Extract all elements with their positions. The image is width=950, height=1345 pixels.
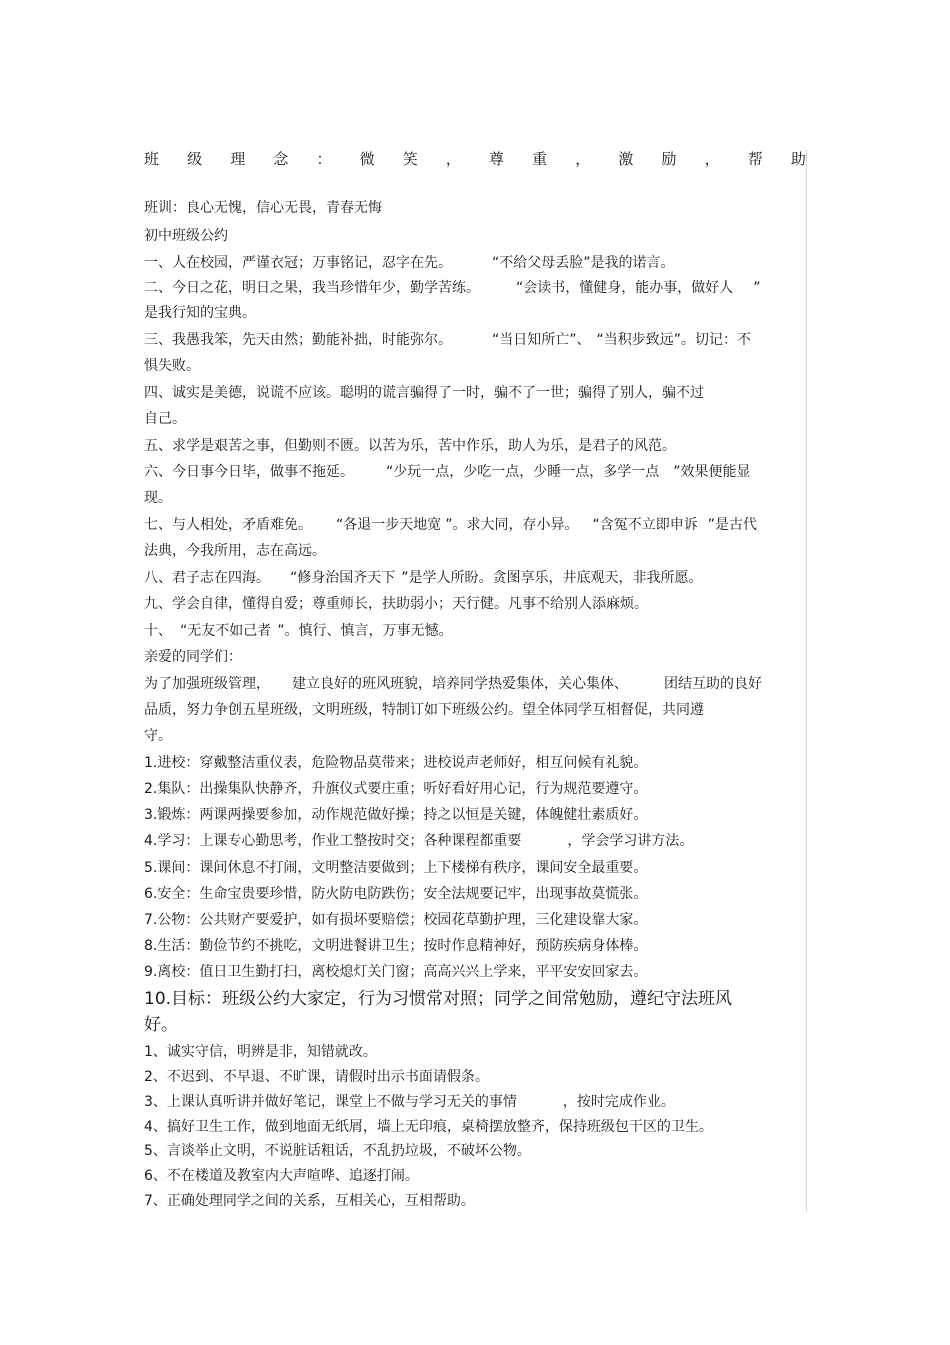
text-segment: 5、言谈举止文明，不说脏话粗话，不乱扔垃圾，不破坏公物。 [144, 1143, 531, 1159]
text-segment: ，按时完成作业。 [562, 1094, 675, 1110]
text-segment: 惧失败。 [144, 358, 200, 374]
motto-char: ： [316, 150, 332, 168]
text-segment: 品质，努力争创五星班级，文明班级，特制订如下班级公约。望全体同学互相督促，共同遵 [144, 702, 704, 718]
rule-list-item-3 [144, 1093, 675, 1111]
text-segment: 4、搞好卫生工作，做到地面无纸屑，墙上无印痕，桌椅摆放整齐，保持班级包干区的卫生。 [144, 1119, 713, 1135]
rule-item-3-cont [144, 357, 200, 375]
text-segment: 八、君子志在四海。 [144, 570, 270, 586]
text-segment: “修身治国齐天下 [290, 570, 396, 586]
motto-char: 助 [790, 150, 806, 168]
motto-char: 理 [230, 150, 246, 168]
convention-title [144, 227, 228, 245]
text-segment: “当日知所亡”、 [492, 332, 591, 348]
intro-paragraph-line-1 [144, 675, 762, 693]
rule-item-7-cont [144, 542, 326, 560]
text-segment: 初中班级公约 [144, 228, 228, 244]
motto-char: ， [445, 150, 461, 168]
rule-list-item-4 [144, 1118, 713, 1136]
text-segment: ”是古代 [707, 517, 758, 533]
rule-item-4 [144, 384, 704, 402]
code-item-10-cont [144, 1014, 178, 1036]
motto-char: 笑 [402, 150, 418, 168]
code-item-8 [144, 937, 647, 955]
text-segment: 法典，今我所用，志在高远。 [144, 543, 326, 559]
rule-item-1 [144, 254, 675, 272]
text-segment: 二、今日之花，明日之果，我当珍惜年少，勤学苦练。 [144, 280, 480, 296]
rule-item-8 [144, 569, 703, 587]
greeting-line [144, 648, 242, 666]
text-segment: 三、我愚我笨，先天由然；勤能补拙，时能弥尔。 [144, 332, 452, 348]
text-segment: 10.目标：班级公约大家定，行为习惯常对照；同学之间常勉励，遵纪守法班风 [144, 989, 733, 1009]
intro-paragraph-line-3 [144, 727, 172, 745]
rule-item-10 [144, 622, 453, 640]
rule-item-2-cont [144, 304, 256, 322]
text-segment: 4.学习：上课专心勤思考，作业工整按时交；各种课程都重要 [144, 833, 522, 849]
text-segment: 2.集队：出操集队快静齐，升旗仪式要庄重；听好看好用心记，行为规范要遵守。 [144, 781, 648, 797]
text-segment: 1.进校：穿戴整洁重仪表，危险物品莫带来；进校说声老师好，相互问候有礼貌。 [144, 755, 648, 771]
text-segment: 9.离校：值日卫生勤打扫，离校熄灯关门窗；高高兴兴上学来，平平安安回家去。 [144, 964, 648, 980]
text-segment: “少玩一点，少吃一点，少睡一点，多学一点 [386, 464, 660, 480]
text-segment: 九、学会自律，懂得自爱；尊重师长，扶助弱小；天行健。凡事不给别人添麻烦。 [144, 596, 648, 612]
text-segment: ”效果便能显 [673, 464, 751, 480]
rule-list-item-1 [144, 1043, 377, 1061]
text-segment: 为了加强班级管理， [144, 676, 270, 692]
text-segment: 建立良好的班风班貌，培养同学热爱集体，关心集体、 [292, 676, 628, 692]
rule-item-7 [144, 516, 757, 534]
motto-char: ， [704, 150, 720, 168]
motto-char: 尊 [489, 150, 505, 168]
code-item-5 [144, 859, 647, 877]
motto-char: 微 [359, 150, 375, 168]
code-item-2 [144, 780, 647, 798]
text-segment: 6.安全：生命宝贵要珍惜，防火防电防跌伤；安全法规要记牢，出现事故莫慌张。 [144, 886, 648, 902]
text-segment: 是我行知的宝典。 [144, 305, 256, 321]
code-item-6 [144, 885, 647, 903]
intro-paragraph-line-2 [144, 701, 704, 719]
text-segment: 自己。 [144, 411, 186, 427]
text-segment: 四、诚实是美德，说谎不应该。聪明的谎言骗得了一时，骗不了一世；骗得了别人，骗不过 [144, 385, 704, 401]
motto-char: 励 [661, 150, 677, 168]
text-segment: 守。 [144, 728, 172, 744]
text-segment: “会读书，懂健身，能办事，做好人 [516, 280, 734, 296]
text-segment: 亲爱的同学们： [144, 649, 242, 665]
text-segment: 3、上课认真听讲并做好笔记，课堂上不做与学习无关的事情 [144, 1094, 517, 1110]
code-item-10 [144, 988, 732, 1010]
rule-list-item-2 [144, 1068, 489, 1086]
class-motto-line [144, 199, 382, 217]
text-segment: ”。求大同，存小异。 [445, 517, 579, 533]
motto-char: 班 [144, 150, 160, 168]
code-item-4 [144, 832, 693, 850]
text-segment: 团结互助的良好 [664, 676, 762, 692]
text-segment: 2、不迟到、不早退、不旷课，请假时出示书面请假条。 [144, 1069, 489, 1085]
rule-item-3 [144, 331, 751, 349]
text-segment: “不给父母丢脸”是我的诺言。 [492, 255, 675, 271]
motto-char: 级 [187, 150, 203, 168]
text-segment: 五、求学是艰苦之事，但勤则不匮。以苦为乐，苦中作乐，助人为乐，是君子的风范。 [144, 438, 676, 454]
motto-char: 重 [532, 150, 548, 168]
code-item-9 [144, 963, 647, 981]
rule-item-6 [144, 463, 751, 481]
code-item-7 [144, 911, 647, 929]
text-segment: ” [753, 280, 761, 296]
text-segment: 5.课间：课间休息不打闹，文明整洁要做到；上下楼梯有秩序，课间安全最重要。 [144, 860, 648, 876]
text-segment: “当积步致远”。切记：不 [596, 332, 752, 348]
rule-item-6-cont [144, 489, 172, 507]
rule-item-9 [144, 595, 648, 613]
class-philosophy-heading [144, 150, 806, 168]
text-segment: 7.公物：公共财产要爱护，如有损坏要赔偿；校园花草勤护理，三化建设靠大家。 [144, 912, 648, 928]
text-segment: ”。慎行、慎言，万事无憾。 [277, 623, 453, 639]
motto-char: ， [575, 150, 591, 168]
text-segment: 七、与人相处，矛盾难免。 [144, 517, 312, 533]
rule-item-4-cont [144, 410, 186, 428]
text-segment: 8.生活：勤俭节约不挑吃，文明进餐讲卫生；按时作息精神好，预防疾病身体棒。 [144, 938, 648, 954]
rule-list-item-6 [144, 1167, 419, 1185]
text-segment: ”是学人所盼。贪图享乐，井底观天，非我所愿。 [401, 570, 703, 586]
text-segment: ，学会学习讲方法。 [567, 833, 694, 849]
code-item-3 [144, 806, 647, 824]
rule-list-item-5 [144, 1142, 531, 1160]
motto-char: 激 [618, 150, 634, 168]
text-segment: “无友不如己者 [180, 623, 272, 639]
rule-item-2 [144, 279, 761, 297]
text-segment: 6、不在楼道及教室内大声喧哗、追逐打闹。 [144, 1168, 419, 1184]
text-segment: 六、今日事今日毕，做事不拖延。 [144, 464, 354, 480]
text-segment: 3.锻炼：两课两操要参加，动作规范做好操；持之以恒是关键，体魄健壮素质好。 [144, 807, 648, 823]
text-segment: 7、正确处理同学之间的关系，互相关心，互相帮助。 [144, 1193, 475, 1209]
text-segment: 十、 [144, 623, 172, 639]
code-item-1 [144, 754, 647, 772]
text-segment: “含冤不立即申诉 [592, 517, 698, 533]
text-segment: 1、诚实守信，明辨是非，知错就改。 [144, 1044, 377, 1060]
page-right-rule [806, 150, 807, 1212]
rule-list-item-7 [144, 1192, 475, 1210]
text-segment: “各退一步天地宽 [336, 517, 442, 533]
motto-char: 念 [273, 150, 289, 168]
motto-char: 帮 [747, 150, 763, 168]
text-segment: 现。 [144, 490, 172, 506]
text-segment: 好。 [144, 1015, 178, 1035]
text-segment: 一、人在校园，严谨衣冠；万事铭记，忍字在先。 [144, 255, 452, 271]
text-segment: 班训：良心无愧，信心无畏，青春无悔 [144, 200, 382, 216]
rule-item-5 [144, 437, 676, 455]
